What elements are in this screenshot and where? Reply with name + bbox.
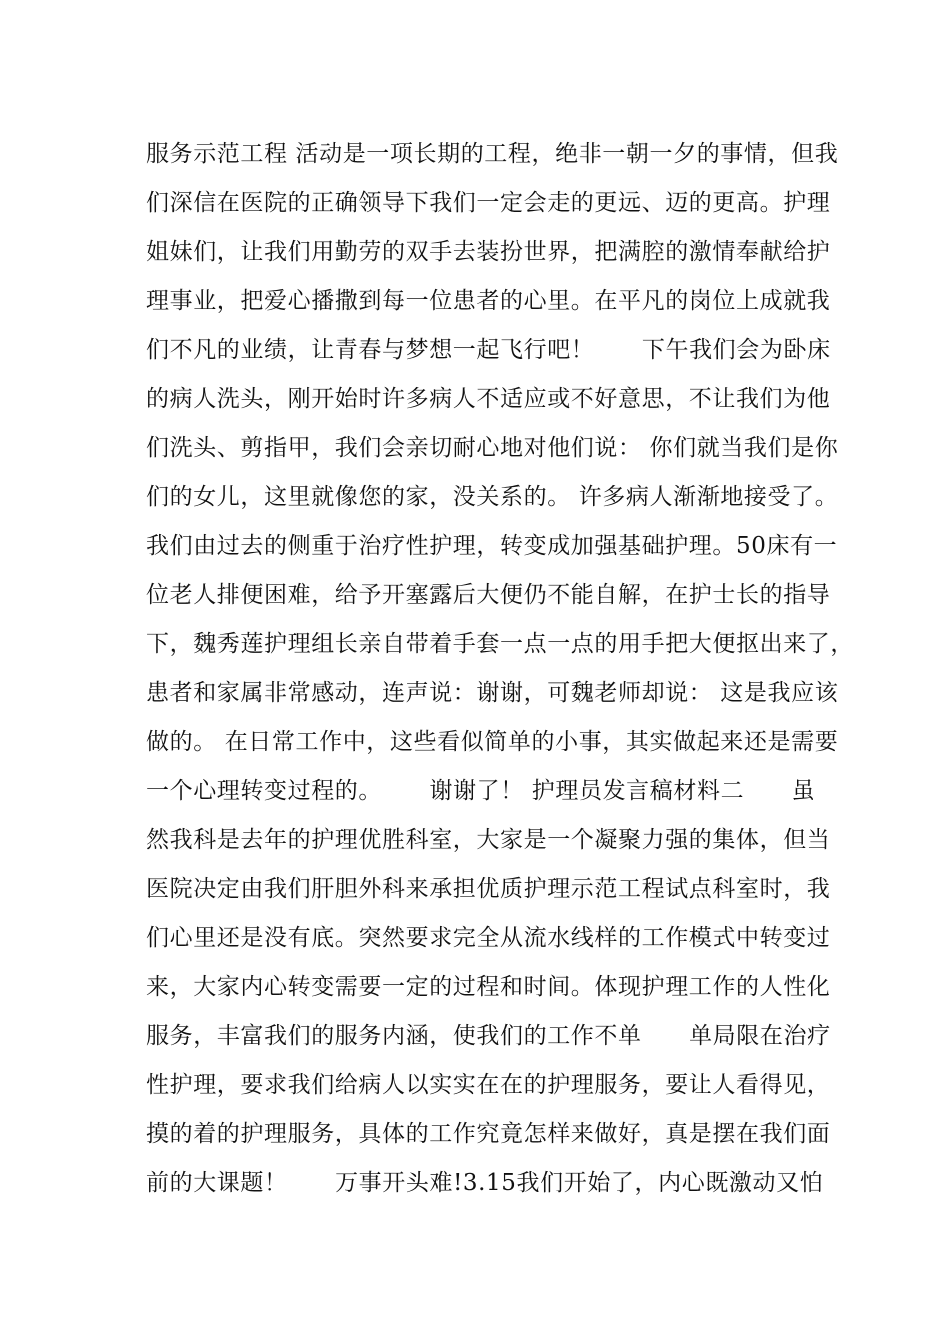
text-line: 性护理，要求我们给病人以实实在在的护理服务，要让人看得见，	[146, 1072, 831, 1098]
text-line: 一个心理转变过程的。 谢谢了！ 护理员发言稿材料二 虽	[146, 778, 816, 804]
text-line: 们深信在医院的正确领导下我们一定会走的更远、迈的更高。护理	[146, 190, 831, 216]
text-line: 们的女儿，这里就像您的家，没关系的。 许多病人渐渐地接受了。	[146, 484, 839, 510]
body-text	[146, 135, 854, 1213]
text-line: 服务，丰富我们的服务内涵，使我们的工作不单 单局限在治疗	[146, 1023, 831, 1049]
text-line: 位老人排便困难，给予开塞露后大便仍不能自解，在护士长的指导	[146, 582, 831, 608]
text-line: 们不凡的业绩，让青春与梦想一起飞行吧！ 下午我们会为卧床	[146, 337, 831, 363]
text-line: 们心里还是没有底。突然要求完全从流水线样的工作模式中转变过	[146, 925, 831, 951]
text-line: 理事业，把爱心播撒到每一位患者的心里。在平凡的岗位上成就我	[146, 288, 831, 314]
text-line: 的病人洗头，刚开始时许多病人不适应或不好意思，不让我们为他	[146, 386, 831, 412]
text-line: 做的。 在日常工作中，这些看似简单的小事，其实做起来还是需要	[146, 729, 839, 755]
text-line: 来，大家内心转变需要一定的过程和时间。体现护理工作的人性化	[146, 974, 831, 1000]
text-line: 下，魏秀莲护理组长亲自带着手套一点一点的用手把大便抠出来了，	[146, 631, 854, 657]
text-line: 我们由过去的侧重于治疗性护理，转变成加强基础护理。50床有一	[146, 533, 838, 559]
text-line: 前的大课题！ 万事开头难!3.15我们开始了，内心既激动又怕	[146, 1170, 824, 1196]
text-line: 摸的着的护理服务，具体的工作究竟怎样来做好，真是摆在我们面	[146, 1121, 831, 1147]
text-line: 服务示范工程 活动是一项长期的工程，绝非一朝一夕的事情，但我	[146, 141, 839, 167]
text-line: 医院决定由我们肝胆外科来承担优质护理示范工程试点科室时，我	[146, 876, 831, 902]
text-line: 患者和家属非常感动，连声说：谢谢，可魏老师却说： 这是我应该	[146, 680, 839, 706]
text-line: 然我科是去年的护理优胜科室，大家是一个凝聚力强的集体，但当	[146, 827, 831, 853]
text-line: 们洗头、剪指甲，我们会亲切耐心地对他们说： 你们就当我们是你	[146, 435, 839, 461]
text-line: 姐妹们，让我们用勤劳的双手去装扮世界，把满腔的激情奉献给护	[146, 239, 831, 265]
